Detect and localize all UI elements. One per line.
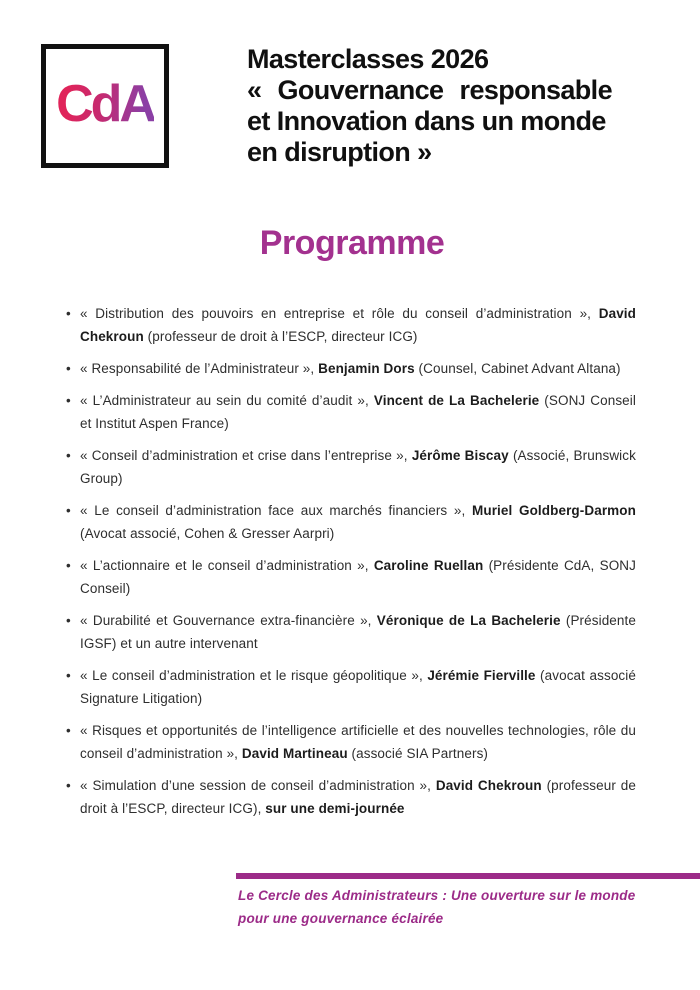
speaker-name-bold-segment: Vincent de La Bachelerie [373,393,540,408]
program-list [66,302,636,829]
program-item [66,444,636,490]
speaker-name-bold-segment: David Chekroun [80,306,636,344]
program-item [66,499,636,545]
session-text-segment: « Le conseil d’administration face aux marchés financiers », [80,503,472,518]
session-text-segment: « Distribution des pouvoirs en entreprise et rôle du conseil d’administration », [80,306,599,321]
session-text-segment: « Simulation d’une session de conseil d’administration », [80,778,436,793]
speaker-name-bold-segment: Jérôme Biscay [411,448,509,463]
session-text-segment: « Risques et opportunités de l’intelligence artificielle et des nouvelles technologies, rôle du conseil d’administration », [80,723,636,761]
session-text-segment: (Associé, Brunswick Group) [80,448,636,486]
cda-logo [41,44,169,168]
program-item [66,357,636,380]
session-text-segment: (associé SIA Partners) [347,746,489,761]
footer-tagline: Le Cercle des Administrateurs : Une ouverture sur le monde pour une gouvernance éclairée [238,888,636,926]
session-text-segment: « Le conseil d’administration et le risque géopolitique », [80,668,428,683]
session-text-segment: (SONJ Conseil et Institut Aspen France) [80,393,636,431]
program-item [66,609,636,655]
title-line-1: Masterclasses 2026 [247,44,489,74]
program-item [66,774,636,820]
program-item [66,389,636,435]
program-item [66,302,636,348]
session-text-segment: « L’Administrateur au sein du comité d’audit », [80,393,374,408]
session-text-segment: (professeur de droit à l’ESCP, directeur ICG) [143,329,418,344]
title-line-4: en disruption » [247,137,432,167]
speaker-name-bold-segment: Caroline Ruellan [373,558,484,573]
program-item [66,719,636,765]
speaker-name-bold-segment: Benjamin Dors [318,361,415,376]
speaker-name-bold-segment: Véronique de La Bachelerie [376,613,561,628]
session-text-segment: « L’actionnaire et le conseil d’administration », [80,558,374,573]
speaker-name-bold-segment: David Martineau [241,746,348,761]
program-item [66,664,636,710]
session-text-segment: « Responsabilité de l’Administrateur », [80,361,319,376]
session-text-segment: (avocat associé Signature Litigation) [80,668,636,706]
speaker-name-bold-segment: Muriel Goldberg-Darmon [472,503,636,518]
title-line-3: et Innovation dans un monde [247,106,606,136]
footer-accent-bar [236,873,700,879]
session-text-segment: (Counsel, Cabinet Advant Altana) [414,361,621,376]
title-line-2: « Gouvernance responsable [247,75,612,105]
program-item [66,554,636,600]
speaker-name-bold-segment: sur une demi-journée [265,801,405,816]
speaker-name-bold-segment: David Chekroun [435,778,542,793]
cda-logo-text: CdA [56,75,154,133]
speaker-name-bold-segment: Jérémie Fierville [427,668,536,683]
session-text-segment: « Conseil d’administration et crise dans l’entreprise », [80,448,412,463]
session-text-segment: (professeur de droit à l’ESCP, directeur ICG), [80,778,637,816]
session-text-segment: (Avocat associé, Cohen & Gresser Aarpri) [80,526,335,541]
programme-heading: Programme [259,224,445,262]
session-text-segment: « Durabilité et Gouvernance extra-financière », [80,613,377,628]
session-text-segment: (Présidente CdA, SONJ Conseil) [80,558,636,596]
document-title [247,44,659,168]
session-text-segment: (Présidente IGSF) et un autre intervenant [80,613,636,651]
